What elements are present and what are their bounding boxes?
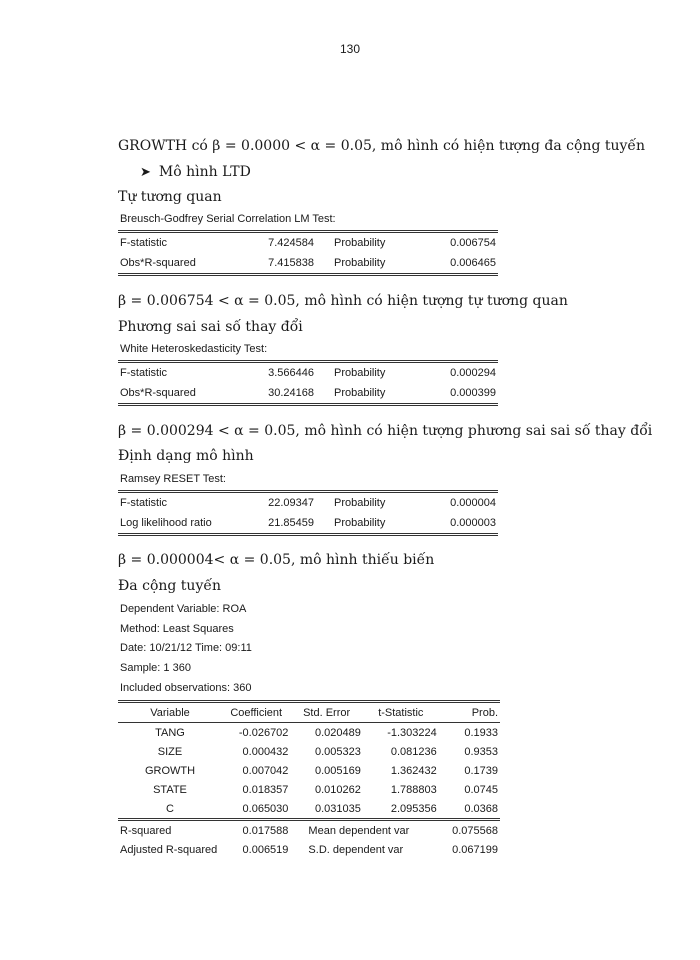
- prob-label: Probability: [334, 367, 386, 379]
- prob-value: 0.000399: [450, 387, 496, 399]
- stat-value: 3.566446: [268, 367, 314, 379]
- summary-label: R-squared: [118, 820, 222, 841]
- table-row: [118, 492, 498, 514]
- variable-cell: TANG: [155, 726, 185, 739]
- stat-value: 21.85459: [268, 517, 314, 529]
- method: Method: Least Squares: [120, 623, 234, 635]
- variable-cell: C: [166, 802, 174, 815]
- t-statistic-cell: 1.362432: [390, 764, 437, 777]
- column-header: Std. Error: [290, 702, 362, 723]
- specification-heading: Định dạng mô hình: [118, 448, 254, 464]
- table-row: [118, 232, 498, 254]
- prob-value: 0.000004: [450, 497, 496, 509]
- summary-label: Adjusted R-squared: [120, 843, 218, 856]
- white-test-table: [118, 360, 498, 406]
- table-row: [118, 723, 500, 743]
- ramsey-reset-table: [118, 490, 498, 536]
- variable-cell: STATE: [153, 783, 187, 796]
- prob-value: 0.006754: [450, 237, 496, 249]
- stat-value: 22.09347: [268, 497, 314, 509]
- t-statistic-cell: 1.788803: [390, 783, 437, 796]
- table-row: [118, 253, 498, 275]
- coefficient-cell: -0.026702: [238, 726, 289, 739]
- summary-label: Mean dependent var: [290, 820, 438, 841]
- summary-value: 0.075568: [439, 820, 500, 841]
- table-row: [118, 761, 500, 780]
- stat-label: Obs*R-squared: [120, 387, 196, 399]
- prob-value: 0.006465: [450, 257, 496, 269]
- breusch-godfrey-table: [118, 230, 498, 276]
- column-header: Prob.: [439, 702, 500, 723]
- summary-row: [118, 840, 500, 859]
- coefficient-cell: 0.065030: [242, 802, 289, 815]
- heteroskedasticity-heading: Phương sai sai số thay đổi: [118, 319, 303, 335]
- sample: Sample: 1 360: [120, 662, 191, 674]
- stat-value: 30.24168: [268, 387, 314, 399]
- stat-label: F-statistic: [120, 367, 168, 379]
- stat-value: 7.424584: [268, 237, 314, 249]
- included-observations: Included observations: 360: [120, 682, 252, 694]
- table-row: [118, 780, 500, 799]
- stat-label: F-statistic: [120, 237, 168, 249]
- stat-label: Obs*R-squared: [120, 257, 196, 269]
- prob-value: 0.000294: [450, 367, 496, 379]
- prob-label: Probability: [334, 237, 386, 249]
- column-header: t-Statistic: [363, 702, 439, 723]
- white-test-title: White Heteroskedasticity Test:: [120, 343, 268, 355]
- prob-label: Probability: [334, 387, 386, 399]
- prob-cell: 0.0745: [464, 783, 498, 796]
- prob-label: Probability: [334, 497, 386, 509]
- table-header-row: [118, 702, 500, 723]
- autocorrelation-conclusion: β = 0.006754 < α = 0.05, mô hình có hiện tượng tự tương quan: [118, 293, 568, 309]
- page-number: 130: [339, 42, 361, 56]
- prob-cell: 0.0368: [464, 802, 498, 815]
- t-statistic-cell: 2.095356: [390, 802, 437, 815]
- ramsey-reset-title: Ramsey RESET Test:: [120, 473, 226, 485]
- growth-conclusion: GROWTH có β = 0.0000 < α = 0.05, mô hình có hiện tượng đa cộng tuyến: [118, 138, 646, 154]
- table-row: [118, 742, 500, 761]
- summary-row: [118, 820, 500, 841]
- std-error-cell: 0.005169: [314, 764, 361, 777]
- prob-value: 0.000003: [450, 517, 496, 529]
- model-heading-line: [140, 163, 251, 182]
- summary-value: 0.006519: [242, 843, 289, 856]
- stat-label: F-statistic: [120, 497, 168, 509]
- prob-label: Probability: [334, 257, 386, 269]
- dependent-variable: Dependent Variable: ROA: [120, 603, 247, 615]
- autocorrelation-heading: Tự tương quan: [118, 189, 222, 205]
- t-statistic-cell: -1.303224: [387, 726, 437, 739]
- prob-label: Probability: [334, 517, 386, 529]
- date-time: Date: 10/21/12 Time: 09:11: [120, 642, 252, 654]
- coefficient-cell: 0.018357: [242, 783, 289, 796]
- stat-label: Log likelihood ratio: [120, 517, 212, 529]
- table-row: [118, 362, 498, 384]
- arrow-bullet-icon: ➤: [140, 165, 151, 180]
- coefficient-cell: 0.007042: [242, 764, 289, 777]
- table-row: [118, 383, 498, 405]
- coefficient-cell: 0.000432: [242, 745, 289, 758]
- prob-cell: 0.1739: [464, 764, 498, 777]
- summary-value: 0.017588: [222, 820, 290, 841]
- std-error-cell: 0.020489: [314, 726, 361, 739]
- heteroskedasticity-conclusion: β = 0.000294 < α = 0.05, mô hình có hiện tượng phương sai sai số thay đổi: [118, 423, 653, 439]
- prob-cell: 0.1933: [464, 726, 498, 739]
- variable-cell: SIZE: [157, 745, 183, 758]
- summary-label: S.D. dependent var: [308, 843, 404, 856]
- column-header: Coefficient: [222, 702, 290, 723]
- variable-cell: GROWTH: [144, 764, 196, 777]
- regression-table: [118, 700, 500, 859]
- multicollinearity-heading: Đa cộng tuyến: [118, 578, 221, 594]
- specification-conclusion: β = 0.000004< α = 0.05, mô hình thiếu biến: [118, 552, 435, 568]
- model-heading: Mô hình LTD: [158, 164, 251, 180]
- column-header: Variable: [118, 702, 222, 723]
- breusch-godfrey-title: Breusch-Godfrey Serial Correlation LM Test:: [120, 213, 336, 225]
- t-statistic-cell: 0.081236: [390, 745, 437, 758]
- std-error-cell: 0.005323: [314, 745, 361, 758]
- std-error-cell: 0.031035: [314, 802, 361, 815]
- prob-cell: 0.9353: [464, 745, 498, 758]
- summary-value: 0.067199: [452, 843, 498, 856]
- table-row: [118, 513, 498, 535]
- stat-value: 7.415838: [268, 257, 314, 269]
- table-row: [118, 799, 500, 820]
- std-error-cell: 0.010262: [314, 783, 361, 796]
